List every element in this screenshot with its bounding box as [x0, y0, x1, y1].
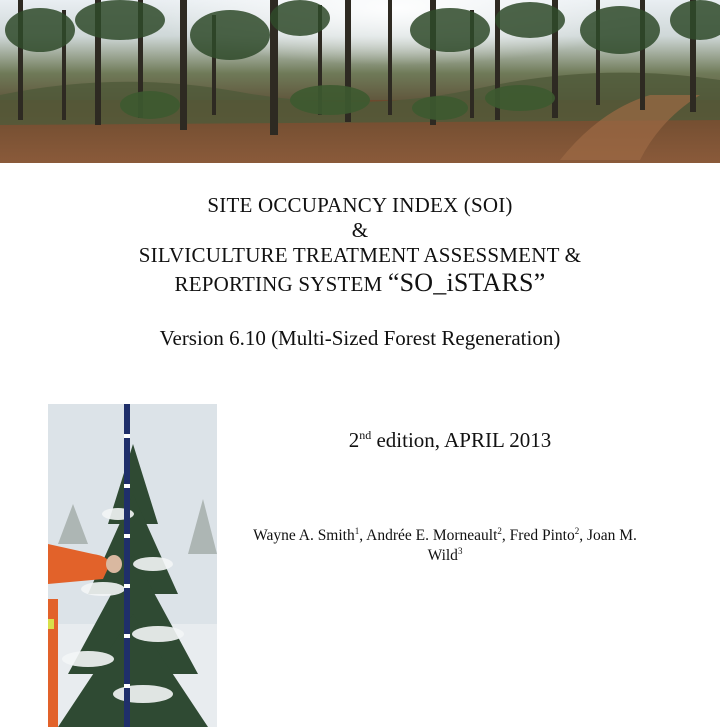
title-so-istars: “SO_iSTARS”: [387, 268, 546, 297]
forest-panorama-illustration: [0, 0, 720, 163]
sapling-illustration: [48, 404, 217, 727]
title-line-4: [0, 268, 720, 298]
author-pinto: Fred Pinto$^2$: [509, 525, 580, 544]
edition-text: edition, APRIL 2013: [371, 428, 552, 452]
title-ampersand: &: [351, 218, 369, 242]
version-line: Version 6.10 (Multi-Sized Forest Regeneration): [159, 326, 561, 350]
snowy-pine-sapling-photo: [48, 404, 217, 727]
edition-number: 2: [348, 428, 360, 452]
edition-ordinal-suffix: nd: [359, 428, 372, 442]
author-smith: Wayne A. Smith$^1$: [253, 525, 360, 544]
edition-line: [300, 428, 600, 453]
title-line-1: SITE OCCUPANCY INDEX (SOI): [207, 193, 513, 217]
authors-line: Wayne A. Smith$^1$, Andrée E. Morneault$^2$, Fred Pinto$^2$, Joan M. Wild$^3$: [253, 525, 637, 564]
title-reporting-system: REPORTING SYSTEM: [174, 272, 388, 296]
title-line-3: SILVICULTURE TREATMENT ASSESSMENT &: [138, 243, 582, 267]
author-wild-first: Joan M.: [586, 527, 637, 544]
author-morneault: Andrée E. Morneault$^2$: [366, 525, 502, 544]
author-wild-last: Wild$^3$: [427, 545, 463, 564]
forest-panorama-photo: [0, 0, 720, 163]
